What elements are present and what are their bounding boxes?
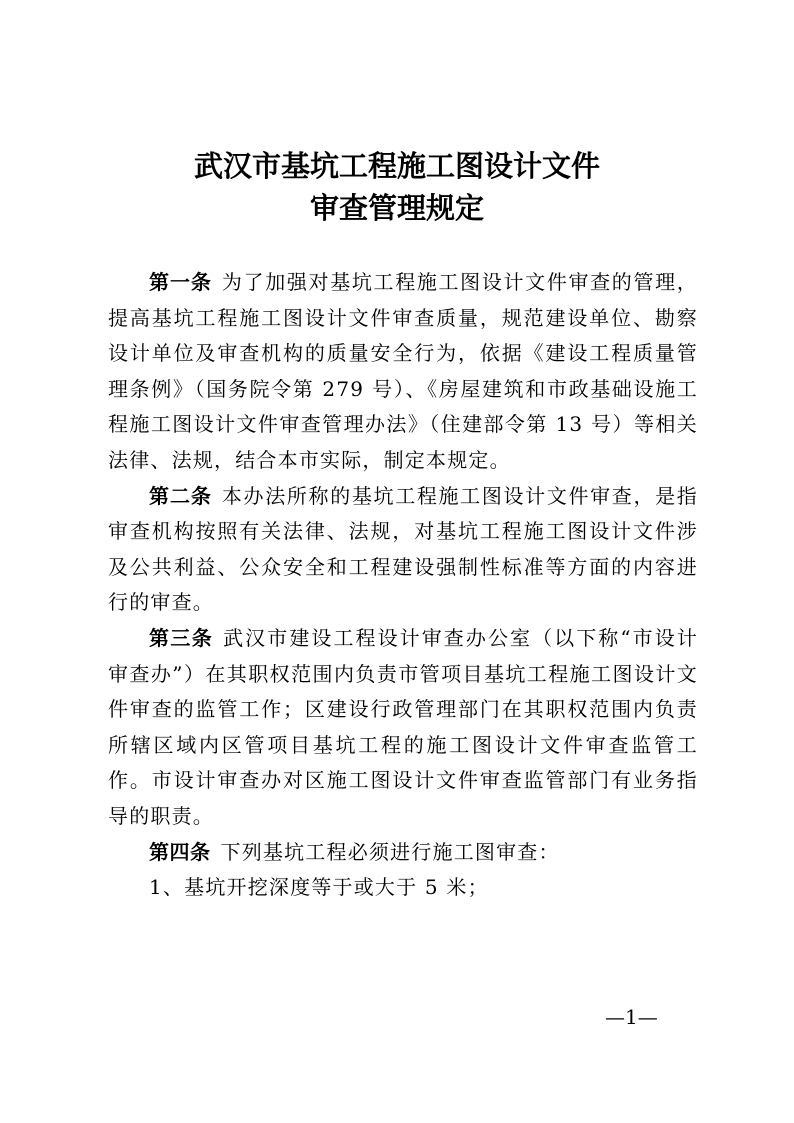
article-label: 第一条 bbox=[149, 270, 212, 294]
document-title-line-1: 武汉市基坑工程施工图设计文件 bbox=[193, 149, 600, 183]
article-text: 下列基坑工程必须进行施工图审查： bbox=[220, 839, 560, 864]
document-body bbox=[108, 265, 698, 906]
article-3 bbox=[108, 621, 698, 835]
article-text: 武汉市建设工程设计审查办公室（以下称“市设计审查办”）在其职权范围内负责市管项目基坑工程施工图设计文件审查的监管工作；区建设行政管理部门在其职权范围内负责所辖区域内区管项目基坑工程的施工图设计文件审查监管工作。市设计审查办对区施工图设计文件审查监管部门有业务指导的职责。 bbox=[108, 625, 698, 828]
list-item-text: 1、基坑开挖深度等于或大于 5 米； bbox=[149, 875, 489, 900]
article-label: 第四条 bbox=[149, 839, 211, 864]
list-item-1 bbox=[108, 870, 698, 906]
article-text: 本办法所称的基坑工程施工图设计文件审查，是指审查机构按照有关法律、法规，对基坑工程施工图设计文件涉及公共利益、公众安全和工程建设强制性标准等方面的内容进行的审查。 bbox=[108, 483, 698, 615]
page-number: —1— bbox=[605, 1005, 658, 1029]
article-label: 第二条 bbox=[149, 483, 212, 508]
article-2 bbox=[108, 479, 698, 621]
article-label: 第三条 bbox=[149, 625, 214, 650]
article-text: 为了加强对基坑工程施工图设计文件审查的管理，提高基坑工程施工图设计文件审查质量，规范建设单位、勘察设计单位及审查机构的质量安全行为，依据《建设工程质量管理条例》（国务院令第 279 号）、《房屋建筑和市政基础设施工程施工图设计文件审查管理办法》（住建部令第 13 号）等相关法律、法规，结合本市实际，制定本规定。 bbox=[108, 270, 698, 472]
article-4 bbox=[108, 835, 698, 871]
article-1 bbox=[108, 265, 698, 479]
document-title-line-2: 审查管理规定 bbox=[309, 191, 484, 225]
